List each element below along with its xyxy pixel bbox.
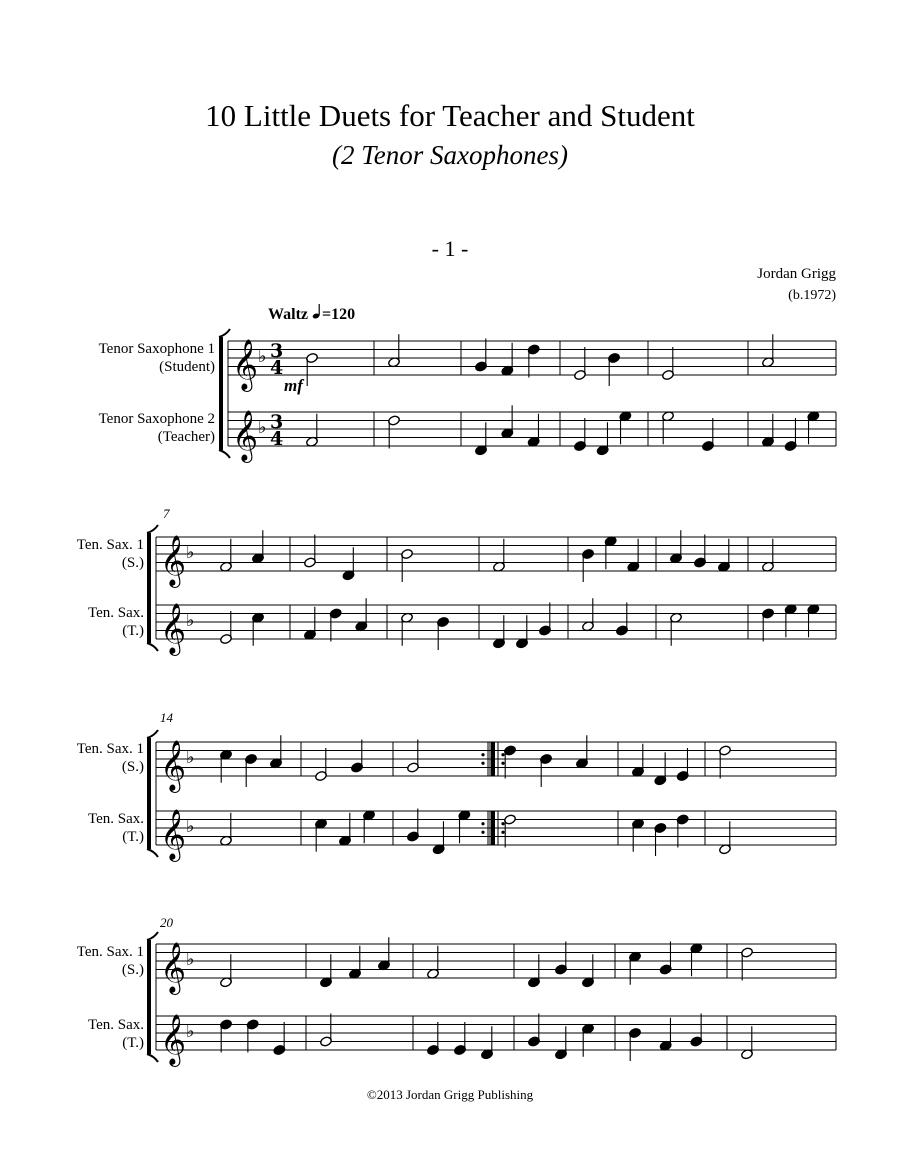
page-subtitle: (2 Tenor Saxophones)	[332, 140, 568, 170]
system-bracket	[147, 643, 158, 651]
instrument-name: Tenor Saxophone 1	[98, 341, 215, 357]
copyright-footer: ©2013 Jordan Grigg Publishing	[366, 1087, 534, 1102]
flat-key-signature-icon: ♭	[186, 747, 195, 768]
repeat-dot	[481, 753, 484, 756]
system-bracket	[147, 525, 158, 533]
treble-clef-icon: 𝄞	[160, 942, 187, 993]
instrument-role: (S.)	[121, 555, 144, 571]
time-signature-bottom: 4	[270, 428, 284, 450]
instrument-name: Ten. Sax. 1	[76, 741, 144, 757]
system-bracket	[219, 329, 230, 337]
time-signature-top: 3	[270, 411, 284, 433]
repeat-dot	[481, 822, 484, 825]
system-bracket	[147, 1054, 158, 1062]
measure-number: 14	[160, 710, 173, 725]
flat-key-signature-icon: ♭	[258, 417, 267, 438]
instrument-role: (Teacher)	[157, 429, 215, 445]
instrument-role: (T.)	[122, 829, 144, 845]
instrument-name: Ten. Sax.	[87, 811, 144, 827]
flat-key-signature-icon: ♭	[186, 1021, 195, 1042]
instrument-name: Ten. Sax. 1	[76, 944, 144, 960]
system-bracket	[147, 849, 158, 857]
piece-number: - 1 -	[431, 236, 469, 261]
instrument-role: (S.)	[121, 962, 144, 978]
instrument-name: Ten. Sax.	[87, 1017, 144, 1033]
time-signature-top: 3	[270, 340, 284, 362]
repeat-dot	[481, 762, 484, 765]
system-bracket	[147, 932, 158, 940]
repeat-dot	[501, 822, 504, 825]
repeat-dot	[501, 753, 504, 756]
treble-clef-icon: 𝄞	[160, 603, 187, 654]
system-bracket	[219, 450, 230, 458]
repeat-dot	[481, 831, 484, 834]
instrument-name: Tenor Saxophone 2	[98, 411, 215, 427]
flat-key-signature-icon: ♭	[186, 949, 195, 970]
treble-clef-icon: 𝄞	[160, 809, 187, 860]
instrument-name: Ten. Sax.	[87, 605, 144, 621]
composer-dates: (b.1972)	[788, 288, 836, 303]
treble-clef-icon: 𝄞	[232, 339, 259, 390]
instrument-role: (S.)	[121, 759, 144, 775]
repeat-dot	[501, 831, 504, 834]
measure-number: 20	[160, 915, 173, 930]
instrument-name: Ten. Sax. 1	[76, 537, 144, 553]
flat-key-signature-icon: ♭	[186, 610, 195, 631]
composer-name: Jordan Grigg	[757, 266, 836, 282]
repeat-barline	[491, 742, 495, 776]
flat-key-signature-icon: ♭	[186, 542, 195, 563]
repeat-dot	[501, 762, 504, 765]
treble-clef-icon: 𝄞	[160, 740, 187, 791]
time-signature-bottom: 4	[270, 357, 284, 379]
instrument-role: (T.)	[122, 623, 144, 639]
instrument-role: (T.)	[122, 1035, 144, 1051]
flat-key-signature-icon: ♭	[186, 816, 195, 837]
tempo-bpm: =120	[322, 306, 356, 323]
treble-clef-icon: 𝄞	[160, 535, 187, 586]
instrument-role: (Student)	[159, 359, 215, 375]
treble-clef-icon: 𝄞	[160, 1014, 187, 1065]
tempo-text: Waltz	[268, 306, 308, 323]
system-bracket	[147, 730, 158, 738]
treble-clef-icon: 𝄞	[232, 410, 259, 461]
flat-key-signature-icon: ♭	[258, 346, 267, 367]
repeat-barline	[491, 811, 495, 845]
dynamic-marking: mf	[284, 376, 303, 395]
measure-number: 7	[163, 506, 170, 521]
page-title: 10 Little Duets for Teacher and Student	[205, 98, 695, 133]
